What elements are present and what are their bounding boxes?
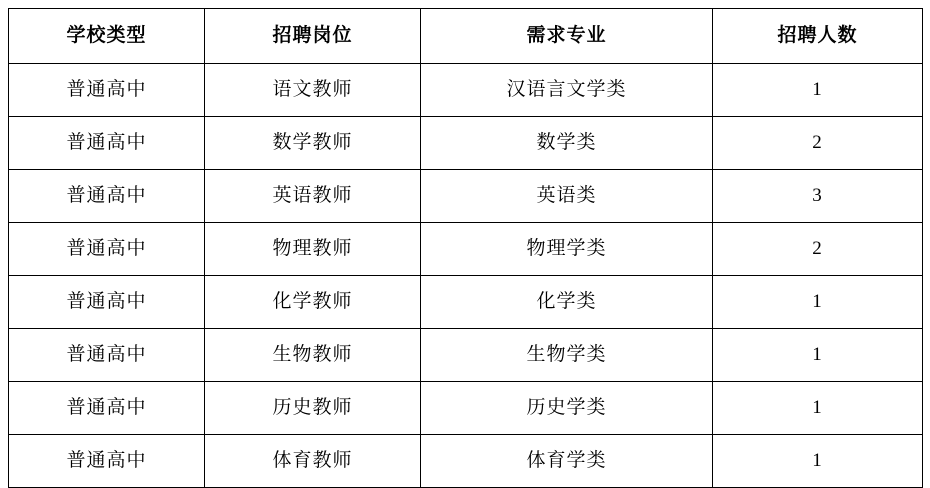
table-row xyxy=(9,170,923,223)
cell-headcount: 2 xyxy=(713,117,923,170)
cell-position: 历史教师 xyxy=(205,382,421,435)
cell-major: 化学类 xyxy=(421,276,713,329)
cell-school-type: 普通高中 xyxy=(9,382,205,435)
cell-headcount: 1 xyxy=(713,329,923,382)
cell-school-type: 普通高中 xyxy=(9,276,205,329)
cell-headcount: 3 xyxy=(713,170,923,223)
cell-headcount: 2 xyxy=(713,223,923,276)
cell-major: 历史学类 xyxy=(421,382,713,435)
cell-position: 体育教师 xyxy=(205,435,421,488)
cell-major: 生物学类 xyxy=(421,329,713,382)
column-header-school-type: 学校类型 xyxy=(9,9,205,64)
recruitment-table xyxy=(8,8,923,488)
table-row xyxy=(9,64,923,117)
column-header-position: 招聘岗位 xyxy=(205,9,421,64)
cell-position: 语文教师 xyxy=(205,64,421,117)
cell-major: 英语类 xyxy=(421,170,713,223)
table-header xyxy=(9,9,923,64)
cell-position: 数学教师 xyxy=(205,117,421,170)
cell-headcount: 1 xyxy=(713,276,923,329)
cell-school-type: 普通高中 xyxy=(9,435,205,488)
cell-school-type: 普通高中 xyxy=(9,117,205,170)
table-row xyxy=(9,117,923,170)
cell-major: 体育学类 xyxy=(421,435,713,488)
cell-position: 物理教师 xyxy=(205,223,421,276)
cell-school-type: 普通高中 xyxy=(9,170,205,223)
cell-position: 英语教师 xyxy=(205,170,421,223)
table-header-row xyxy=(9,9,923,64)
table-row xyxy=(9,329,923,382)
cell-headcount: 1 xyxy=(713,382,923,435)
table-row xyxy=(9,382,923,435)
table-row xyxy=(9,435,923,488)
cell-school-type: 普通高中 xyxy=(9,64,205,117)
cell-major: 数学类 xyxy=(421,117,713,170)
cell-school-type: 普通高中 xyxy=(9,223,205,276)
cell-headcount: 1 xyxy=(713,64,923,117)
cell-position: 化学教师 xyxy=(205,276,421,329)
cell-position: 生物教师 xyxy=(205,329,421,382)
cell-headcount: 1 xyxy=(713,435,923,488)
cell-major: 物理学类 xyxy=(421,223,713,276)
cell-major: 汉语言文学类 xyxy=(421,64,713,117)
cell-school-type: 普通高中 xyxy=(9,329,205,382)
column-header-headcount: 招聘人数 xyxy=(713,9,923,64)
column-header-major: 需求专业 xyxy=(421,9,713,64)
table-row xyxy=(9,223,923,276)
table-row xyxy=(9,276,923,329)
table-body xyxy=(9,64,923,488)
